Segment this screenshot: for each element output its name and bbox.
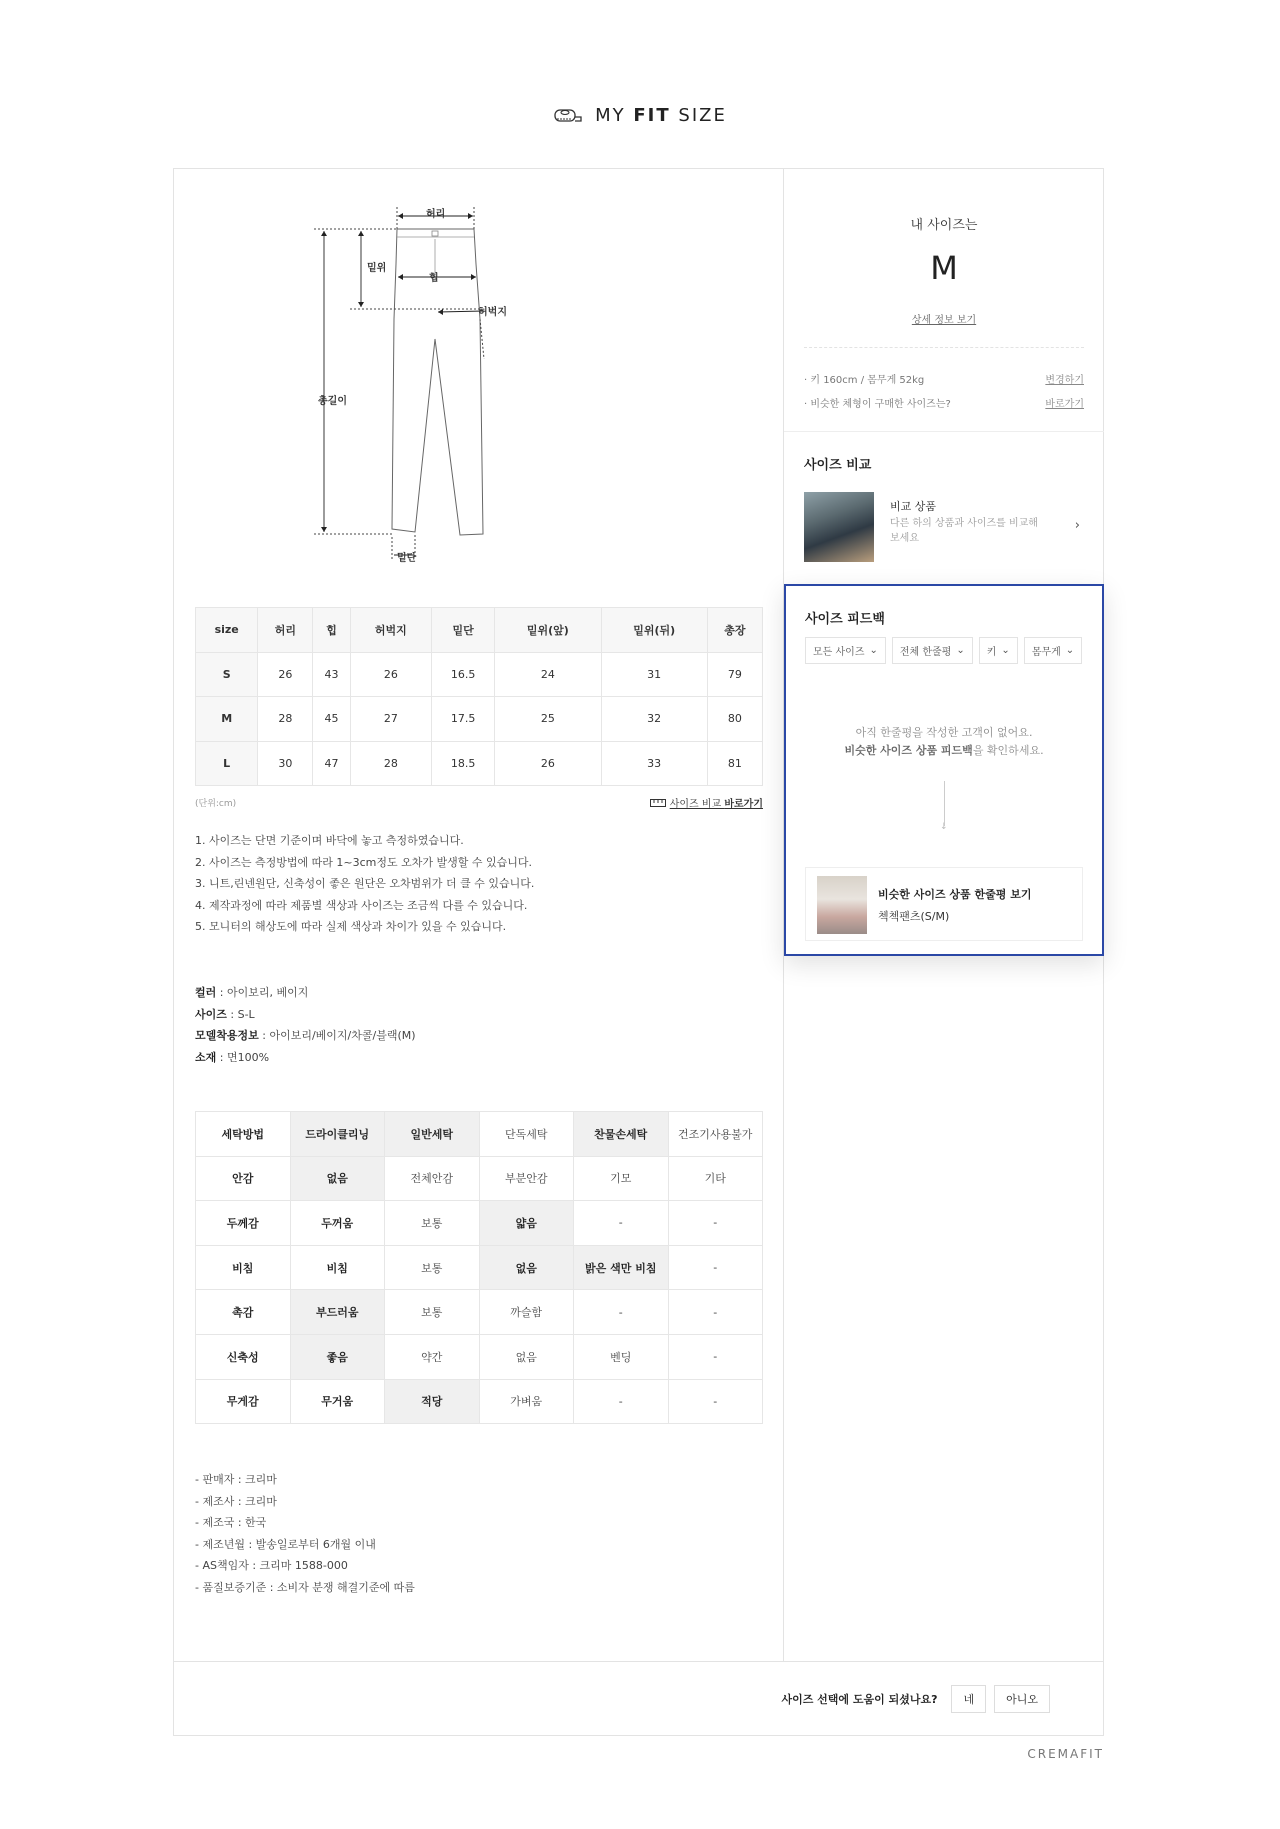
cremafit-logo: CREMAFIT — [1027, 1747, 1104, 1761]
table-cell: - — [574, 1379, 669, 1424]
detail-info-link[interactable]: 상세 정보 보기 — [911, 315, 977, 326]
size-table-header-cell: 허벅지 — [350, 608, 431, 653]
info-item: 사이즈 : S-L — [195, 1007, 255, 1021]
helpful-feedback-bar — [174, 1661, 1103, 1735]
table-cell: 무거움 — [290, 1379, 385, 1424]
table-cell: 안감 — [196, 1156, 291, 1201]
arrow-down-icon: ↓ — [940, 822, 948, 832]
size-notes — [195, 830, 534, 938]
divider — [804, 347, 1084, 348]
info-item: 소재 : 면100% — [195, 1050, 270, 1064]
table-cell: - — [668, 1334, 763, 1379]
thigh-label: 허벅지 — [478, 307, 507, 318]
table-row — [196, 1245, 763, 1290]
table-cell: 좋음 — [290, 1334, 385, 1379]
empty-line-1: 아직 한줄평을 작성한 고객이 없어요. — [855, 726, 1033, 739]
table-cell: 보통 — [385, 1245, 480, 1290]
size-compare-title: 사이즈 비교 — [804, 458, 872, 473]
table-cell: 26 — [258, 652, 313, 697]
compare-product-desc: 다른 하의 상품과 사이즈를 비교해 보세요 — [890, 518, 1038, 544]
table-row — [196, 1334, 763, 1379]
legal-item: - 제조사 : 크리마 — [195, 1494, 277, 1508]
empty-line-2: 비슷한 사이즈 상품 피드백을 확인하세요. — [844, 744, 1044, 757]
brand-title: MY FIT SIZE — [595, 104, 727, 126]
note-item: 2. 사이즈는 측정방법에 따라 1~3cm정도 오차가 발생할 수 있습니다. — [195, 855, 532, 869]
pants-diagram — [314, 199, 614, 564]
size-card — [173, 168, 1104, 1736]
waist-label: 허리 — [426, 209, 446, 220]
table-cell: 없음 — [479, 1334, 574, 1379]
table-cell: 27 — [350, 697, 431, 742]
header — [0, 100, 1280, 130]
size-table-header-cell: 허리 — [258, 608, 313, 653]
table-cell: 부분안감 — [479, 1156, 574, 1201]
table-cell: 단독세탁 — [479, 1112, 574, 1157]
table-cell: - — [668, 1379, 763, 1424]
chevron-down-icon: ⌄ — [1001, 645, 1010, 656]
helpful-question: 사이즈 선택에 도움이 되셨나요? — [781, 1692, 938, 1706]
table-cell: - — [574, 1201, 669, 1246]
my-size-section — [784, 169, 1104, 432]
table-row — [196, 1156, 763, 1201]
table-cell: 찬물손세탁 — [574, 1112, 669, 1157]
table-cell: 28 — [350, 741, 431, 786]
size-compare-section[interactable] — [784, 432, 1104, 584]
table-cell: 드라이클리닝 — [290, 1112, 385, 1157]
table-cell: 얇음 — [479, 1201, 574, 1246]
table-cell: 촉감 — [196, 1290, 291, 1335]
legal-item: - 제조국 : 한국 — [195, 1516, 267, 1529]
similar-body-row — [804, 395, 1084, 410]
filter-weight-select[interactable]: 몸무게 ⌄ — [1024, 637, 1082, 664]
size-feedback-title: 사이즈 피드백 — [805, 612, 885, 627]
similar-review-title: 비슷한 사이즈 상품 한줄평 보기 — [878, 888, 1032, 901]
body-info-text: · 키 160cm / 몸무게 52kg — [804, 375, 925, 386]
product-info — [195, 982, 416, 1068]
table-cell: 전체안감 — [385, 1156, 480, 1201]
ruler-icon — [650, 799, 666, 807]
legal-item: - 품질보증기준 : 소비자 분쟁 해결기준에 따름 — [195, 1580, 415, 1594]
fit-sidebar — [784, 169, 1104, 1661]
table-cell: 적당 — [385, 1379, 480, 1424]
note-item: 1. 사이즈는 단면 기준이며 바닥에 놓고 측정하였습니다. — [195, 834, 464, 847]
table-cell: 26 — [350, 652, 431, 697]
table-row — [196, 697, 763, 742]
rise-label: 밑위 — [367, 263, 387, 274]
table-row — [196, 1290, 763, 1335]
table-cell: 가벼움 — [479, 1379, 574, 1424]
table-cell: 32 — [601, 697, 707, 742]
table-cell: 24 — [495, 652, 601, 697]
info-item: 모델착용정보 : 아이보리/베이지/차콜/블랙(M) — [195, 1029, 416, 1042]
table-row — [196, 1379, 763, 1424]
table-cell: 기모 — [574, 1156, 669, 1201]
table-cell: 신축성 — [196, 1334, 291, 1379]
table-cell: 28 — [258, 697, 313, 742]
yes-button[interactable]: 네 — [951, 1685, 986, 1713]
legal-item: - 판매자 : 크리마 — [195, 1473, 277, 1486]
my-size-value: M — [930, 249, 958, 287]
chevron-down-icon: ⌄ — [869, 645, 878, 656]
chevron-down-icon: ⌄ — [1065, 645, 1075, 656]
table-cell: 79 — [707, 652, 762, 697]
product-detail-panel — [174, 169, 784, 1661]
similar-body-text: · 비슷한 체형이 구매한 사이즈는? — [804, 399, 951, 410]
table-cell: - — [668, 1201, 763, 1246]
table-cell: 세탁방법 — [196, 1112, 291, 1157]
feedback-filters — [805, 637, 1082, 664]
note-item: 3. 니트,린넨원단, 신축성이 좋은 원단은 오차범위가 더 클 수 있습니다. — [195, 877, 535, 890]
table-cell: 26 — [495, 741, 601, 786]
table-row — [196, 1201, 763, 1246]
similar-product-image — [817, 876, 867, 934]
chevron-down-icon: ⌄ — [956, 645, 965, 656]
table-cell: 기타 — [668, 1156, 763, 1201]
table-cell: 17.5 — [432, 697, 495, 742]
length-label: 총길이 — [318, 396, 347, 407]
table-cell: 33 — [601, 741, 707, 786]
fabric-care-table — [195, 1111, 763, 1424]
measuring-tape-icon — [553, 106, 583, 124]
similar-body-link[interactable]: 바로가기 — [1045, 399, 1084, 410]
table-cell: 벤딩 — [574, 1334, 669, 1379]
table-cell: 약간 — [385, 1334, 480, 1379]
empty-feedback-message — [786, 724, 1102, 760]
compare-product-image — [804, 492, 874, 562]
table-cell: 밝은 색만 비침 — [574, 1245, 669, 1290]
legal-info — [195, 1469, 415, 1598]
similar-product-name: 첵첵팬츠(S/M) — [878, 910, 950, 923]
table-cell: 18.5 — [432, 741, 495, 786]
pants-outline-illustration — [314, 199, 614, 559]
filter-height-select[interactable]: 키 ⌄ — [979, 637, 1018, 664]
hip-label: 힙 — [429, 273, 439, 284]
table-cell: 비침 — [290, 1245, 385, 1290]
table-cell: 부드러움 — [290, 1290, 385, 1335]
size-table-header-cell: 밑위(뒤) — [601, 608, 707, 653]
table-cell: 47 — [313, 741, 350, 786]
table-cell: 까슬함 — [479, 1290, 574, 1335]
size-table-header — [196, 608, 763, 653]
size-feedback-section — [784, 584, 1104, 956]
table-cell: - — [574, 1290, 669, 1335]
chevron-right-icon[interactable]: › — [1074, 518, 1080, 533]
filter-size-select[interactable]: 모든 사이즈 ⌄ — [805, 637, 886, 664]
table-cell: 81 — [707, 741, 762, 786]
table-cell: 무게감 — [196, 1379, 291, 1424]
size-compare-link[interactable] — [650, 795, 763, 810]
table-cell: 두꺼움 — [290, 1201, 385, 1246]
size-compare-link-bold[interactable]: 바로가기 — [724, 799, 763, 810]
table-cell: M — [196, 697, 258, 742]
table-cell: 45 — [313, 697, 350, 742]
size-table-header-cell: 밑위(앞) — [495, 608, 601, 653]
table-cell: 31 — [601, 652, 707, 697]
table-cell: 없음 — [479, 1245, 574, 1290]
table-cell: L — [196, 741, 258, 786]
table-row — [196, 652, 763, 697]
table-cell: 비침 — [196, 1245, 291, 1290]
size-table-header-cell: 총장 — [707, 608, 762, 653]
down-arrow-line — [944, 781, 945, 826]
size-table — [195, 607, 763, 786]
table-cell: 두께감 — [196, 1201, 291, 1246]
table-cell: 30 — [258, 741, 313, 786]
unit-label: (단위:cm) — [195, 799, 237, 809]
table-cell: 16.5 — [432, 652, 495, 697]
info-item: 컬러 : 아이보리, 베이지 — [195, 986, 309, 999]
legal-item: - 제조년월 : 발송일로부터 6개월 이내 — [195, 1537, 376, 1551]
note-item: 5. 모니터의 해상도에 따라 실제 색상과 차이가 있을 수 있습니다. — [195, 920, 507, 933]
table-cell: 80 — [707, 697, 762, 742]
table-row — [196, 1112, 763, 1157]
table-cell: 일반세탁 — [385, 1112, 480, 1157]
size-compare-link-text[interactable]: 사이즈 비교 — [669, 799, 725, 810]
my-size-title: 내 사이즈는 — [910, 218, 978, 233]
similar-product-card[interactable] — [805, 867, 1083, 941]
change-body-info-link[interactable]: 변경하기 — [1045, 375, 1084, 386]
table-cell: 43 — [313, 652, 350, 697]
table-cell: S — [196, 652, 258, 697]
note-item: 4. 제작과정에 따라 제품별 색상과 사이즈는 조금씩 다를 수 있습니다. — [195, 898, 528, 912]
compare-product-title: 비교 상품 — [890, 500, 937, 513]
body-info-row — [804, 371, 1084, 386]
table-row — [196, 741, 763, 786]
table-cell: 건조기사용불가 — [668, 1112, 763, 1157]
table-cell: - — [668, 1245, 763, 1290]
table-cell: 없음 — [290, 1156, 385, 1201]
legal-item: - AS책임자 : 크리마 1588-000 — [195, 1559, 348, 1572]
table-cell: 보통 — [385, 1201, 480, 1246]
size-table-header-cell: 밑단 — [432, 608, 495, 653]
table-cell: 25 — [495, 697, 601, 742]
size-table-header-cell: size — [196, 608, 258, 653]
table-cell: 보통 — [385, 1290, 480, 1335]
filter-review-select[interactable]: 전체 한줄평 ⌄ — [892, 637, 973, 664]
no-button[interactable]: 아니오 — [994, 1685, 1050, 1713]
hem-label: 밑단 — [397, 553, 417, 564]
table-cell: - — [668, 1290, 763, 1335]
size-table-header-cell: 힙 — [313, 608, 350, 653]
